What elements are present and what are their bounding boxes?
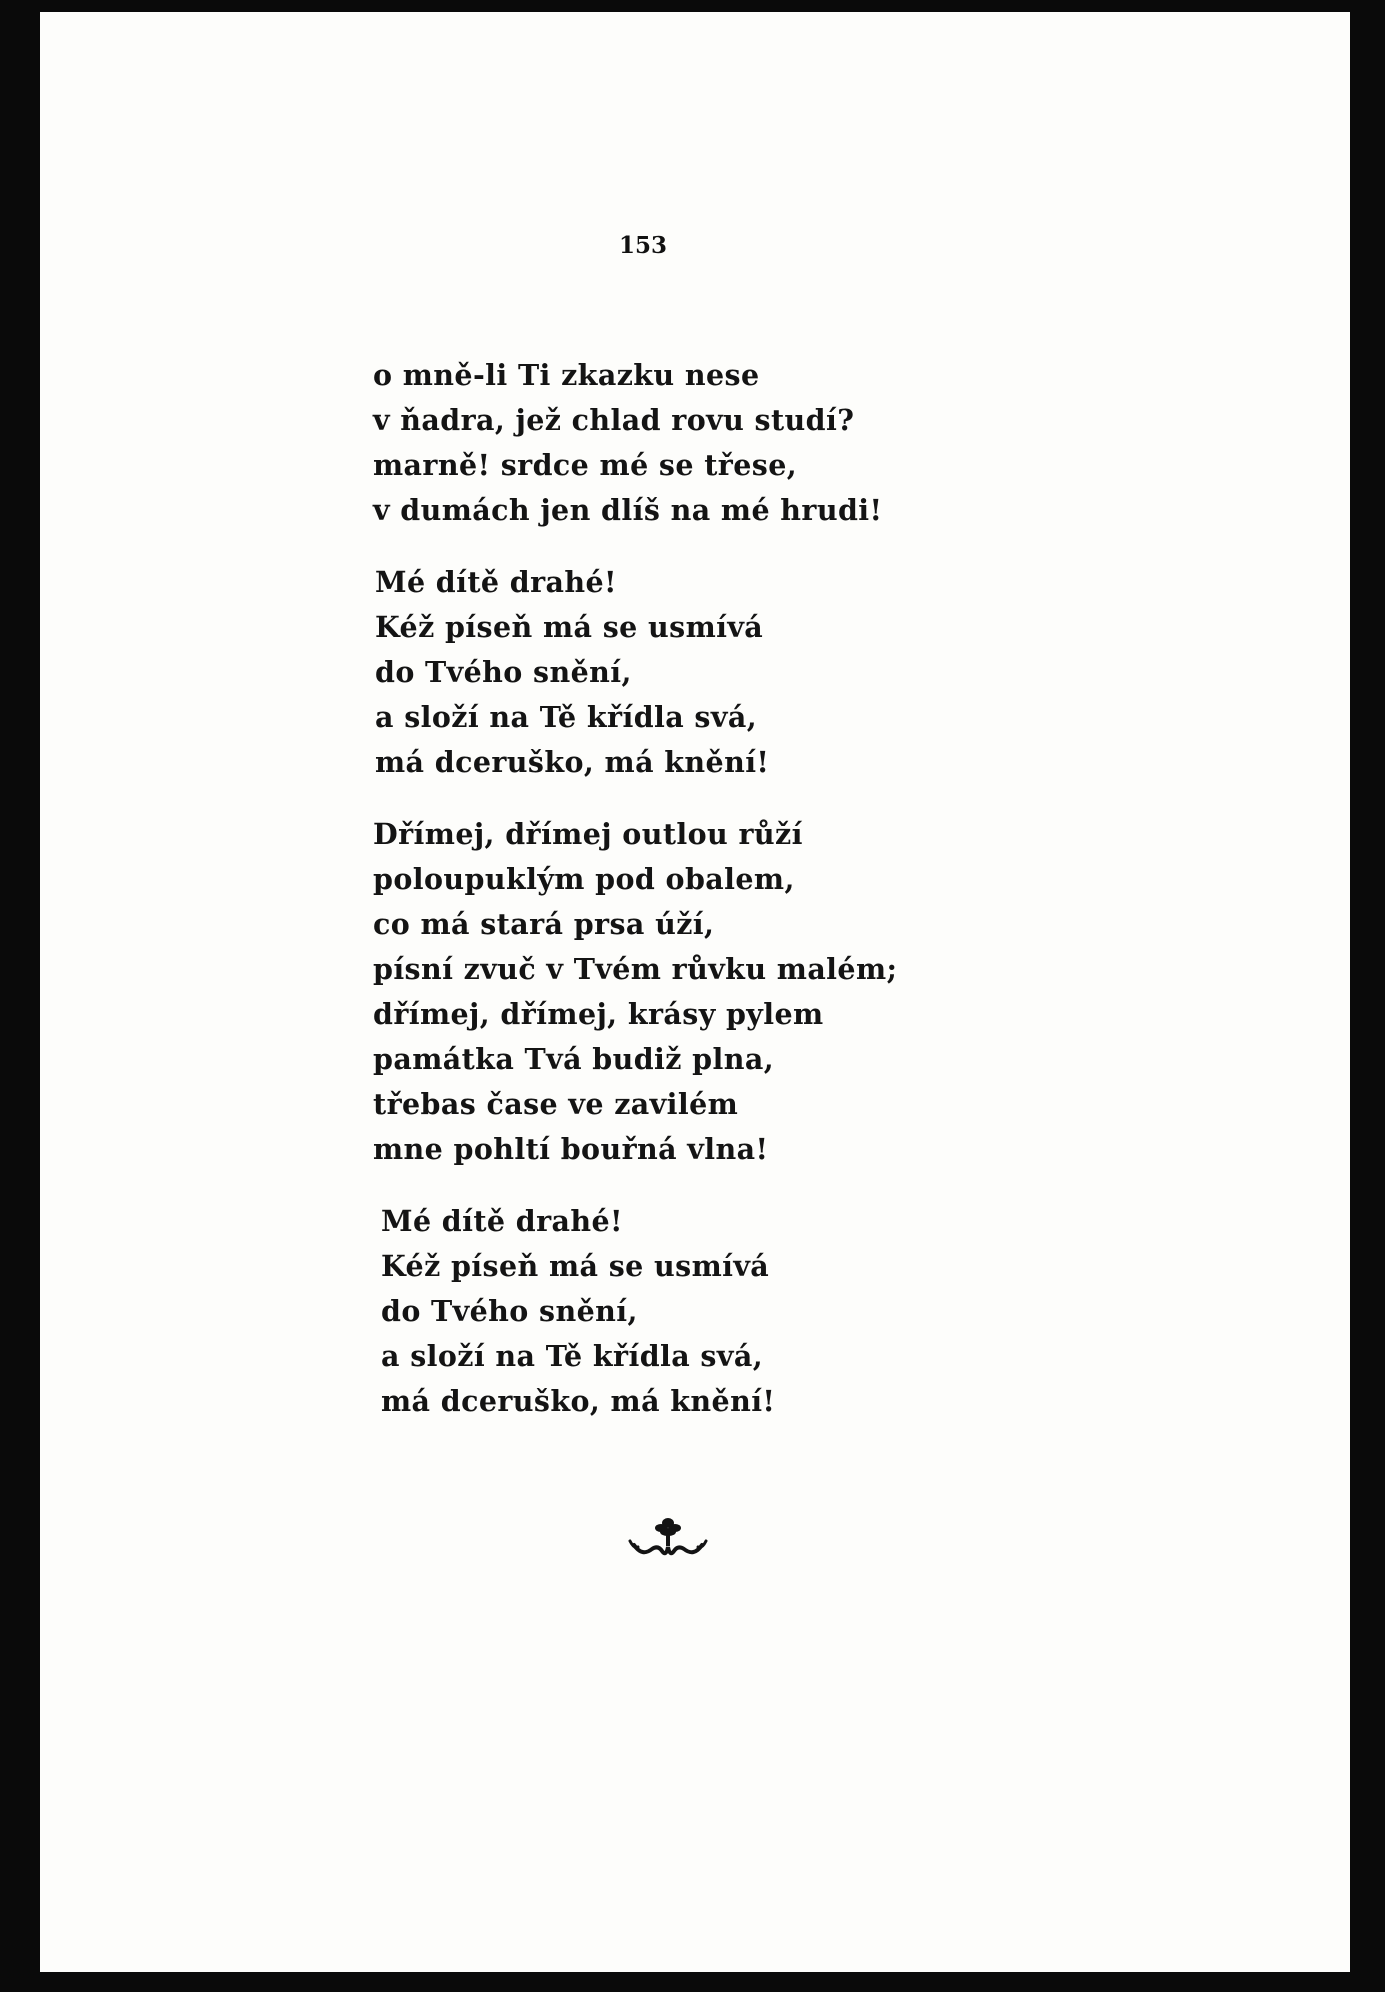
poem-line: v dumách jen dlíš na mé hrudi! bbox=[373, 493, 883, 527]
stanza bbox=[381, 1199, 1093, 1424]
poem-line: Kéž píseň má se usmívá bbox=[375, 610, 764, 644]
floral-tailpiece-icon bbox=[628, 1515, 708, 1565]
stanza bbox=[373, 812, 1093, 1172]
poem-line: mne pohltí bouřná vlna! bbox=[373, 1132, 769, 1166]
poem-line: Kéž píseň má se usmívá bbox=[381, 1249, 770, 1283]
poem-line: a složí na Tě křídla svá, bbox=[375, 700, 758, 734]
poem-line: do Tvého snění, bbox=[375, 655, 632, 689]
poem-line: má dceruško, má knění! bbox=[381, 1384, 776, 1418]
poem-line: památka Tvá budiž plna, bbox=[373, 1042, 775, 1076]
poem-line: co má stará prsa úží, bbox=[373, 907, 715, 941]
poem-line: písní zvuč v Tvém růvku malém; bbox=[373, 952, 898, 986]
stanza bbox=[373, 353, 1093, 533]
binding-edge-mark bbox=[12, 902, 22, 1162]
poem-text bbox=[373, 353, 1093, 1451]
poem-line: Mé dítě drahé! bbox=[381, 1204, 623, 1238]
poem-line: Dřímej, dřímej outlou růží bbox=[373, 817, 803, 851]
poem-line: dřímej, dřímej, krásy pylem bbox=[373, 997, 824, 1031]
poem-line: poloupuklým pod obalem, bbox=[373, 862, 795, 896]
page-number: 153 bbox=[618, 232, 667, 259]
stanza bbox=[375, 560, 1093, 785]
poem-line: třebas čase ve zavilém bbox=[373, 1087, 739, 1121]
poem-line: o mně-li Ti zkazku nese bbox=[373, 358, 760, 392]
poem-line: a složí na Tě křídla svá, bbox=[381, 1339, 764, 1373]
poem-line: Mé dítě drahé! bbox=[375, 565, 617, 599]
poem-line: má dceruško, má knění! bbox=[375, 745, 770, 779]
binding-edge-mark bbox=[12, 1712, 20, 1772]
poem-line: do Tvého snění, bbox=[381, 1294, 638, 1328]
poem-line: v ňadra, jež chlad rovu studí? bbox=[373, 403, 855, 437]
poem-line: marně! srdce mé se třese, bbox=[373, 448, 798, 482]
